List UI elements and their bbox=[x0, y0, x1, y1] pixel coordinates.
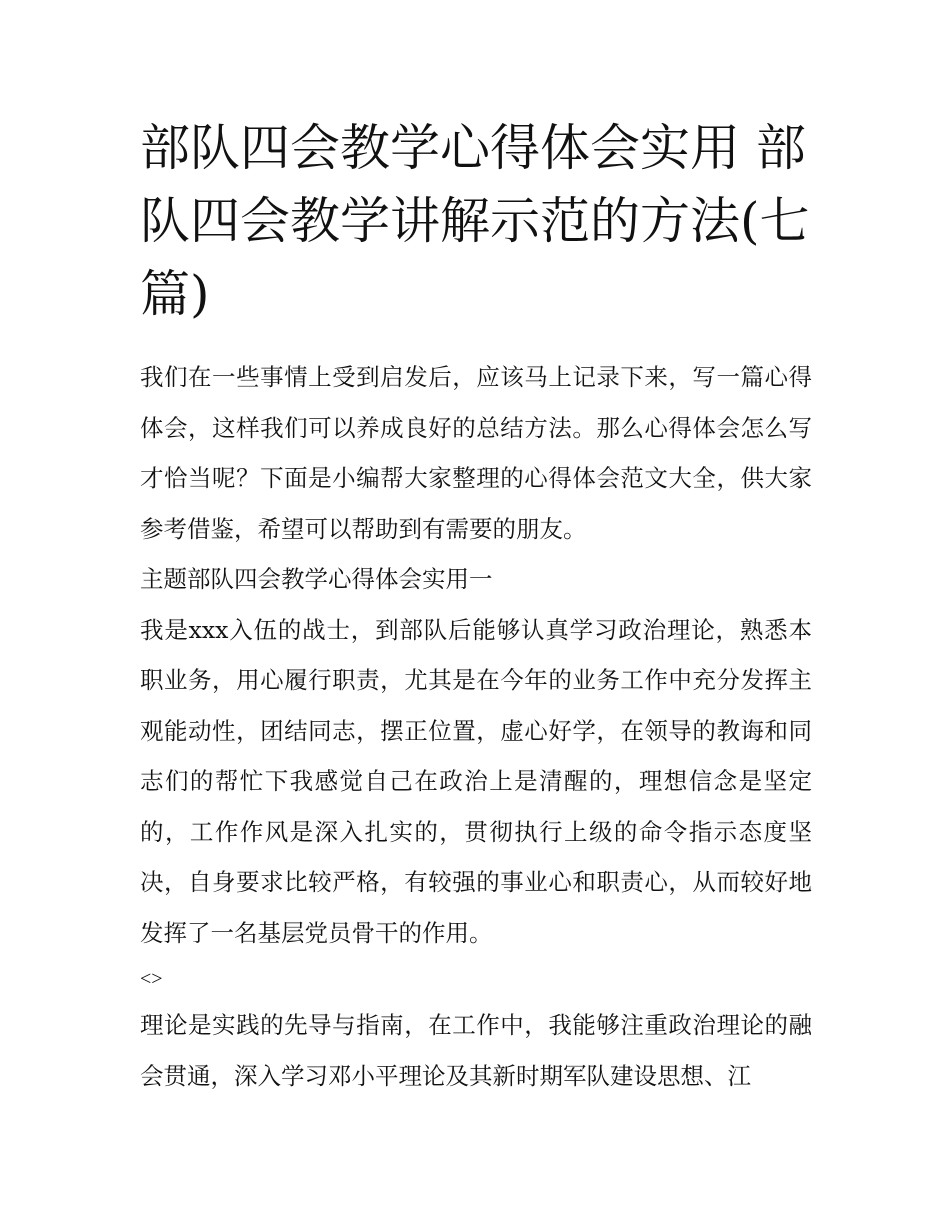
bracket-marker: <> bbox=[140, 968, 163, 990]
section-heading: 主题部队四会教学心得体会实用一 bbox=[140, 565, 493, 593]
body-paragraph-1: 我是xxx入伍的战士，到部队后能够认真学习政治理论，熟悉本职业务，用心履行职责，尤其是在今年的业务工作中充分发挥主观能动性，团结同志，摆正位置，虚心好学，在领导的教诲和同志们的帮忙下我感觉自己在政治上是清醒的，理想信念是坚定的，工作作风是深入扎实的，贯彻执行上级的命令指示态度坚决，自身要求比较严格，有较强的事业心和职责心，从而较好地发挥了一名基层党员骨干的作用。 bbox=[140, 615, 812, 947]
document-title: 部队四会教学心得体会实用 部队四会教学讲解示范的方法(七篇) bbox=[140, 119, 810, 323]
intro-paragraph: 我们在一些事情上受到启发后，应该马上记录下来，写一篇心得体会，这样我们可以养成良好的总结方法。那么心得体会怎么写才恰当呢？下面是小编帮大家整理的心得体会范文大全，供大家参考借鉴，希望可以帮助到有需要的朋友。 bbox=[140, 363, 812, 543]
document-page bbox=[140, 112, 812, 1101]
body-paragraph-2: 理论是实践的先导与指南，在工作中，我能够注重政治理论的融会贯通，深入学习邓小平理论及其新时期军队建设思想、江 bbox=[140, 1011, 812, 1090]
